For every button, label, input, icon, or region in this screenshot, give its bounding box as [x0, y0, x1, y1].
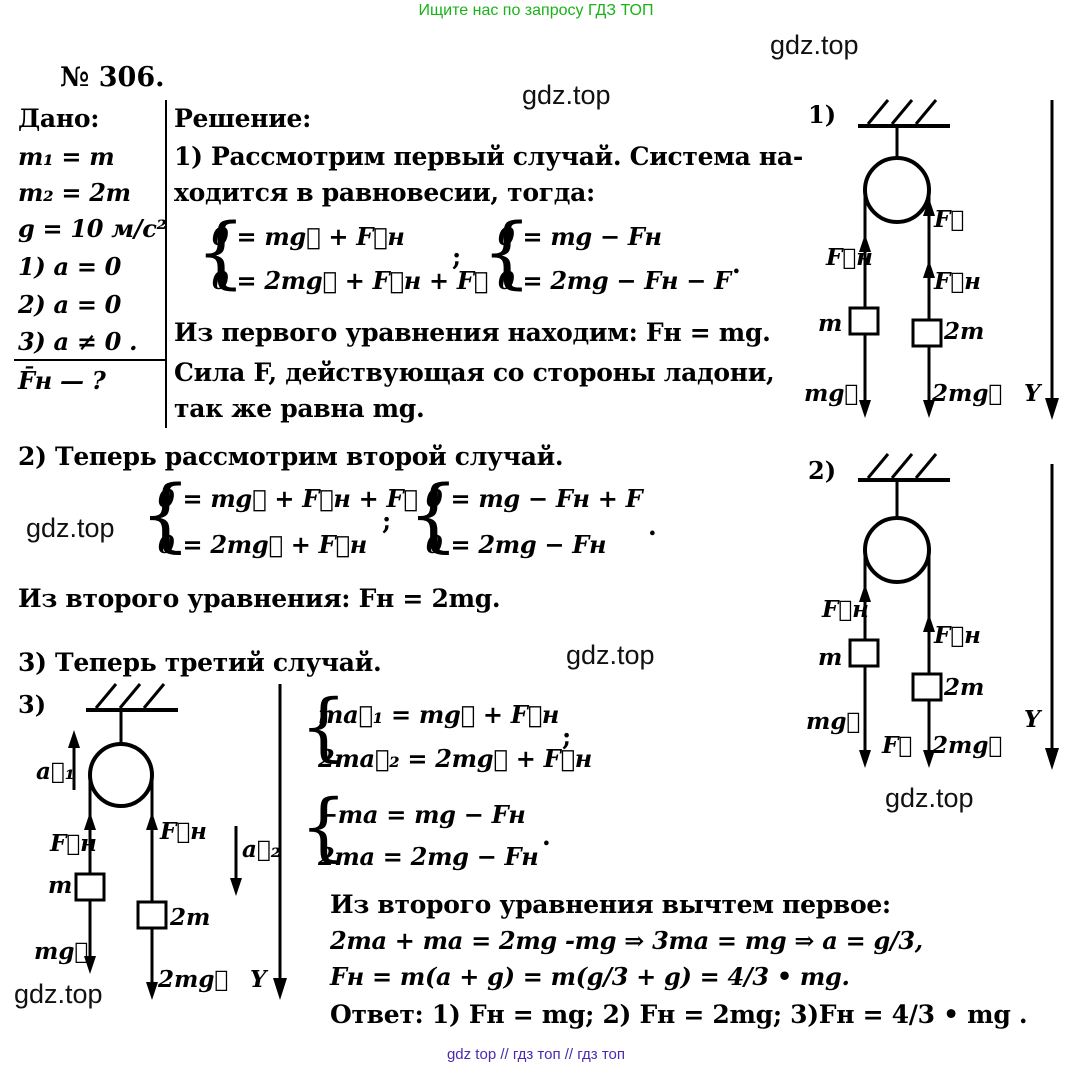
case3-calc: 2ma + ma = 2mg -mg ⇒ 3ma = mg ⇒ a = g/3,: [330, 926, 923, 955]
diagram3-mass-left: m: [48, 872, 73, 899]
diagram2-mass-left: m: [818, 644, 843, 671]
given-item: 3) a ≠ 0 .: [18, 327, 138, 356]
answer: Ответ: 1) Fн = mg; 2) Fн = 2mg; 3)Fн = 4/3 • mg .: [330, 1000, 1028, 1029]
diagram2-weight-right: 2mg⃗: [932, 732, 1003, 759]
diagram3-axis-y: Y: [250, 966, 267, 993]
diagram3-accel-left: a⃗₁: [36, 758, 75, 785]
watermark: gdz.top: [26, 513, 115, 543]
diagram2-hand-force: F⃗: [882, 732, 913, 759]
separator-dot: .: [542, 822, 551, 851]
diagram1-weight-right: 2mg⃗: [932, 380, 1003, 407]
given-item: 2) a = 0: [18, 290, 122, 319]
case1-equation: 0 = mg⃗ + F⃗н: [212, 222, 405, 251]
given-item: g = 10 м/с²: [18, 214, 167, 243]
diagram1-label: 1): [808, 100, 837, 129]
solution-title: Решение:: [174, 104, 312, 133]
case2-intro: 2) Теперь рассмотрим второй случай.: [18, 442, 564, 471]
brace: {: [300, 784, 348, 870]
watermark: gdz.top: [770, 30, 859, 60]
watermark: gdz.top: [885, 783, 974, 813]
site-header-link[interactable]: Ищите нас по запросу ГДЗ ТОП: [418, 2, 654, 19]
case1-intro: 1) Рассмотрим первый случай. Система на-: [174, 142, 803, 171]
case2-equation: 0 = 2mg⃗ + F⃗н: [158, 530, 367, 559]
watermark: gdz.top: [566, 640, 655, 670]
given-item: m₁ = m: [18, 142, 115, 171]
diagram3-tension-right: F⃗н: [160, 818, 207, 845]
case1-equation: 0 = 2mg⃗ + F⃗н + F⃗: [212, 266, 489, 295]
case1-force: Сила F, действующая со стороны ладони,: [174, 358, 775, 387]
case3-equation: ma⃗₁ = mg⃗ + F⃗н: [318, 700, 560, 729]
given-title: Дано:: [18, 104, 100, 133]
diagram2-weight-left: mg⃗: [806, 708, 861, 735]
watermark: gdz.top: [522, 80, 611, 110]
diagram1-mass-right: 2m: [944, 318, 985, 345]
brace: {: [196, 208, 246, 298]
diagram2-tension-left: F⃗н: [822, 596, 869, 623]
diagram3-weight-right: 2mg⃗: [158, 966, 229, 993]
diagram3-accel-right: a⃗₂: [242, 836, 281, 863]
diagram1-tension-right: F⃗н: [934, 268, 981, 295]
diagram3-mass-right: 2m: [170, 904, 211, 931]
brace: {: [482, 208, 532, 298]
separator-semicolon: ;: [562, 722, 571, 751]
separator-dot: .: [648, 512, 657, 541]
diagram1-hand-force: F⃗: [934, 206, 965, 233]
brace: {: [140, 468, 191, 561]
case3-equation: 2ma⃗₂ = 2mg⃗ + F⃗н: [318, 744, 592, 773]
diagram1-tension-left: F⃗н: [826, 244, 873, 271]
separator-semicolon: ;: [382, 506, 391, 535]
diagram1-axis-y: Y: [1024, 380, 1041, 407]
case3-intro: 3) Теперь третий случай.: [18, 648, 382, 677]
case3-calc: Fн = m(a + g) = m(g/3 + g) = 4/3 • mg.: [330, 962, 850, 991]
case3-equation: −ma = mg − Fн: [318, 800, 526, 829]
case2-equation: 0 = 2mg − Fн: [426, 530, 607, 559]
diagram3-label: 3): [18, 690, 47, 719]
case1-equation: 0 = 2mg − Fн − F: [498, 266, 731, 295]
given-find: F̄н — ?: [18, 366, 106, 395]
given-item: 1) a = 0: [18, 252, 122, 281]
diagram2-axis-y: Y: [1024, 706, 1041, 733]
watermark: gdz.top: [14, 979, 103, 1009]
brace: {: [408, 468, 459, 561]
diagram1-mass-left: m: [818, 310, 843, 337]
given-item: m₂ = 2m: [18, 178, 131, 207]
separator-dot: .: [732, 250, 741, 279]
case1-intro: ходится в равновесии, тогда:: [174, 178, 595, 207]
brace: {: [300, 684, 348, 770]
problem-number: № 306.: [60, 62, 165, 93]
separator-semicolon: ;: [452, 242, 461, 271]
case1-result: Из первого уравнения находим: Fн = mg.: [174, 318, 771, 347]
diagram3-tension-left: F⃗н: [50, 830, 97, 857]
case1-equation: 0 = mg − Fн: [498, 222, 662, 251]
diagram3-weight-left: mg⃗: [34, 938, 89, 965]
case3-step: Из второго уравнения вычтем первое:: [330, 890, 891, 919]
case1-force: так же равна mg.: [174, 394, 425, 423]
diagram1-weight-left: mg⃗: [804, 380, 859, 407]
diagram2-tension-right: F⃗н: [934, 622, 981, 649]
case2-equation: 0 = mg⃗ + F⃗н + F⃗: [158, 484, 418, 513]
diagram2-label: 2): [808, 456, 837, 485]
diagram2-mass-right: 2m: [944, 674, 985, 701]
case2-equation: 0 = mg − Fн + F: [426, 484, 643, 513]
site-footer-links[interactable]: gdz top // гдз топ // гдз топ: [446, 1046, 626, 1063]
case3-equation: 2ma = 2mg − Fн: [318, 842, 539, 871]
case2-result: Из второго уравнения: Fн = 2mg.: [18, 584, 501, 613]
